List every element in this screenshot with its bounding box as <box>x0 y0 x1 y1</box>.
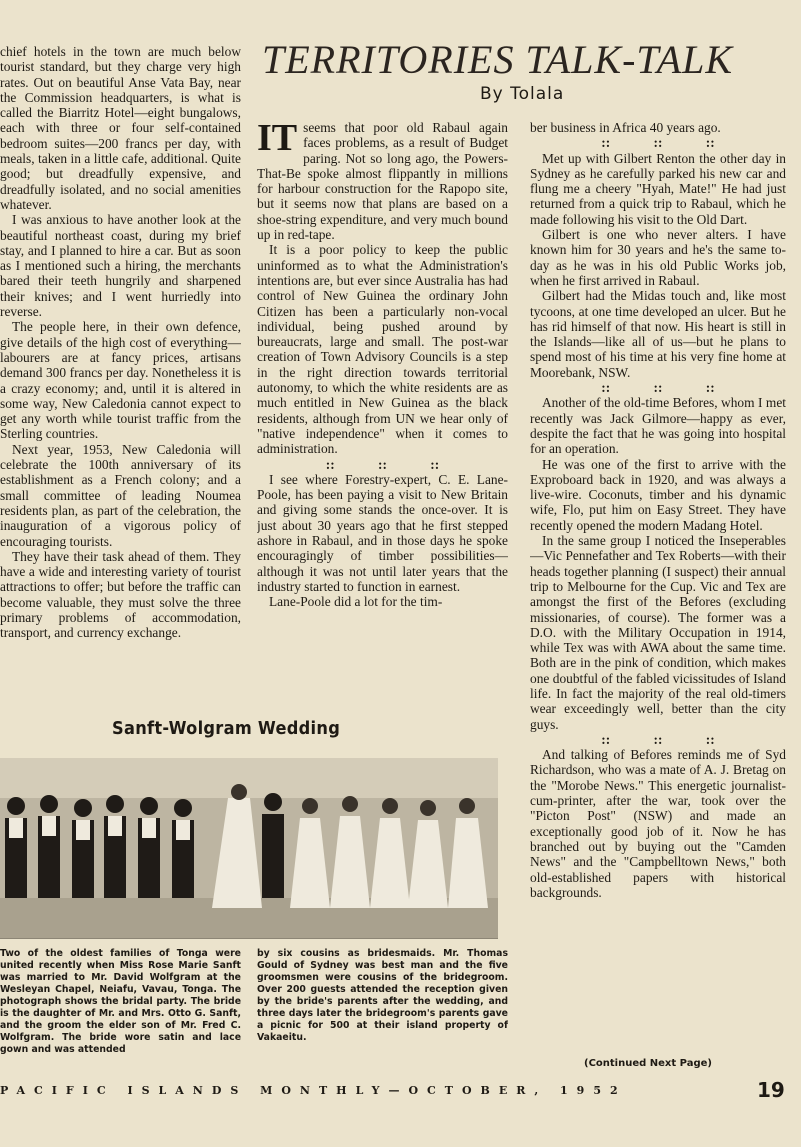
section-separator: :: :: :: <box>601 135 715 151</box>
article-title: TERRITORIES TALK-TALK <box>262 37 734 82</box>
body-paragraph: I was anxious to have another look at the beautiful northeast coast, during my brief stay, and I planned to hire a car. But as soon as I mentioned such a hiring, the merchants bared their teeth hungrily and sharpened their knives; and I went hurriedly into reverse. <box>0 212 241 320</box>
body-paragraph: And talking of Befores reminds me of Syd Richardson, who was a mate of A. J. Bretag on the "Morobe News." This energetic journalist-cum-printer, after the war, took over the "Picton Post" (NSW) and made an exceptionally good job of it. Now he has branched out by buying out the "Camden News" and the "Campbelltown News," both old-established papers with historical backgrounds. <box>530 747 786 900</box>
body-paragraph: Another of the old-time Befores, whom I met recently was Jack Gilmore—happy as ever, despite the fact that he was going into hospital for an operation. <box>530 395 786 457</box>
body-paragraph: Gilbert is one who never alters. I have known him for 30 years and he's the same to-day as he was in his old Public Works job, when he first arrived in Rabaul. <box>530 227 786 288</box>
body-paragraph: They have their task ahead of them. They have a wide and interesting variety of tourist attractions to offer; but before the traffic can become valuable, they must solve the three primary problems of accommodation, transport, and currency exchange. <box>0 548 241 641</box>
body-paragraph: Met up with Gilbert Renton the other day in Sydney as he carefully parked his new car and flung me a cheery "Hyah, Mate!" He had just returned from a quick trip to Rabaul, which he made following his visit to the Old Dart. <box>530 150 786 227</box>
body-paragraph: Next year, 1953, New Caledonia will celebrate the 100th anniversary of its establishment as a French colony; and a small committee of leading Noumea residents plan, as part of the celebration, the inauguration of a vigorous policy of encouraging tourists. <box>0 441 241 549</box>
column-2-text <box>257 120 508 700</box>
body-paragraph: Lane-Poole did a lot for the tim- <box>269 594 443 610</box>
page-number: 19 <box>757 1078 785 1102</box>
wedding-photo <box>0 758 498 939</box>
photo-heading: Sanft-Wolgram Wedding <box>112 718 341 739</box>
masthead-footer: PACIFIC ISLANDS MONTHLY—OCTOBER, 1952 <box>0 1084 627 1097</box>
photo-caption-left: Two of the oldest families of Tonga were united recently when Miss Rose Marie Sanft was married to Mr. David Wolfgram at the Wesleyan Chapel, Neiafu, Vavau, Tonga. The photograph shows the bridal party. The bride is the daughter of Mr. and Mrs. Otto G. Sanft, and the groom the elder son of Mr. Fred C. Wolfgram. The bride wore satin and lace gown and was attended <box>0 948 241 1055</box>
body-paragraph: The people here, in their own defence, give details of the high cost of everything—labourers are at fancy prices, artisans demand 300 francs per day. Nonetheless it is a crazy economy; and, until it is altered in some way, New Caledonia cannot expect to get any worth while tourist traffic from the Sterling countries. <box>0 319 241 442</box>
byline: By Tolala <box>480 84 565 104</box>
body-paragraph: He was one of the first to arrive with the Exproboard back in 1920, and was always a live-wire. Coconuts, timber and his dynamic wife, Flo, put him on Easy Street. They have recently opened the modern Madang Hotel. <box>530 456 786 533</box>
lead-paragraph: seems that poor old Rabaul again faces problems, as a result of Budget paring. Not so long ago, the Powers-That-Be spoke almost flippantly in millions for harbour construction for the Rapopo site, but it seems now that plans are based on a shoe-string expenditure, and very much bound up in red-tape. <box>257 120 508 243</box>
body-paragraph: In the same group I noticed the Inseperables—Vic Pennefather and Tex Roberts—with their heads together planning (I suspect) their annual trip to Melbourne for the Cup. Vic and Tex are amongst the first of the Befores (excluding missionaries, of course). The former was a D.O. with the Military Occupation in 1914, while Tex was with AWA about the same time. Both are in the pink of condition, which makes one doubtful of the fabled vicissitudes of Island life. In fact the majority of the real old-timers wear exceedingly well, better than the city guys. <box>530 533 786 732</box>
continued-note: (Continued Next Page) <box>584 1058 712 1069</box>
column-3-text <box>530 120 786 1060</box>
section-separator: :: :: :: <box>325 456 440 472</box>
body-paragraph: It is a poor policy to keep the public uninformed as to what the Administration's intentions are, but ever since Australia has had control of New Guinea the ordinary John Citizen has been a particularly non-vocal individual, being pushed around by bureaucrats, large and small. The post-war creation of Town Advisory Councils is a step in the right direction towards territorial autonomy, to which the white residents are as much entitled in New Guinea as the black residents, although from UN we hear only of "native independence" when it comes to administration. <box>257 242 508 457</box>
section-separator: :: :: :: <box>601 731 715 747</box>
body-paragraph: ber business in Africa 40 years ago. <box>530 120 721 135</box>
body-paragraph: I see where Forestry-expert, C. E. Lane-Poole, has been paying a visit to New Britain and giving some stands the once-over. It is just about 30 years ago that he first stepped ashore in Rabaul, and in those days he spoke encouragingly of timber possibilities—although it was not until later years that the industry started to function in earnest. <box>257 471 508 594</box>
body-paragraph: Gilbert had the Midas touch and, like most tycoons, at one time developed an ulcer. But he has rid himself of that now. His heart is still in the Islands—like all of us—but he plans to spend most of his time at his very fine home at Moorebank, NSW. <box>530 288 786 380</box>
body-paragraph: chief hotels in the town are much below tourist standard, but they charge very high rates. Out on beautiful Anse Vata Bay, near the Commission headquarters, is what is called the Biarritz Hotel—eight bungalows, each with three or four self-contained bedroom suites—200 francs per day, with meals, taken in a little cafe, additional. Quite good; but dreadfully expensive, and dreadfully isolated, and no social amenities whatever. <box>0 44 241 212</box>
column-1-text <box>0 44 241 699</box>
section-separator: :: :: :: <box>601 380 715 396</box>
photo-caption-right: by six cousins as bridesmaids. Mr. Thomas Gould of Sydney was best man and the five groomsmen were cousins of the bridegroom. Over 200 guests attended the reception given by the bride's parents after the wedding, and three days later the bridegroom's parents gave a picnic for 500 at their island property of Vakaeitu. <box>257 948 508 1043</box>
drop-cap: IT <box>257 120 298 159</box>
